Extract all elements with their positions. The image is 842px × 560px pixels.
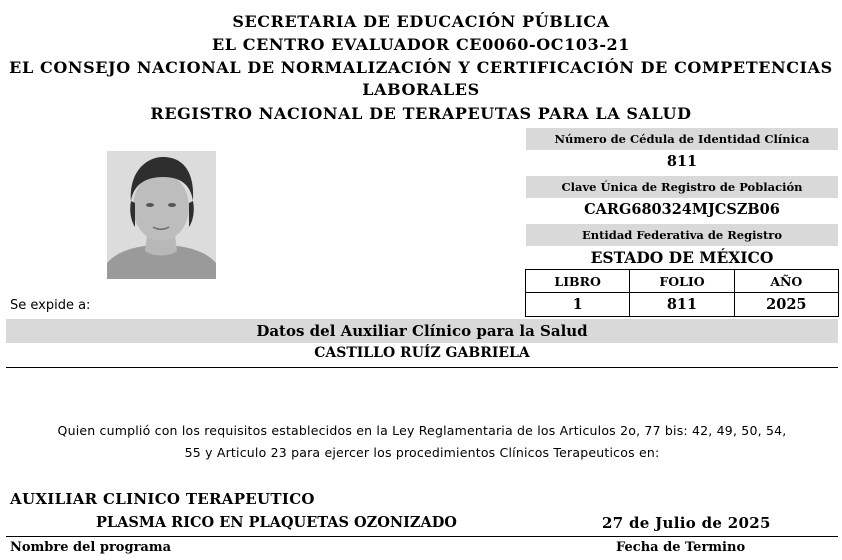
cedula-label: Número de Cédula de Identidad Clínica bbox=[526, 128, 838, 150]
anio-value: 2025 bbox=[734, 293, 838, 317]
program-date: 27 de Julio de 2025 bbox=[602, 514, 771, 532]
anio-header: AÑO bbox=[734, 270, 838, 293]
header-line-2: EL CENTRO EVALUADOR CE0060-OC103-21 bbox=[211, 35, 631, 54]
name-divider bbox=[6, 367, 838, 368]
folio-value: 811 bbox=[630, 293, 734, 317]
program-name-label: Nombre del programa bbox=[10, 540, 172, 555]
program-name: PLASMA RICO EN PLAQUETAS OZONIZADO bbox=[96, 514, 457, 531]
program-date-label: Fecha de Termino bbox=[616, 540, 746, 555]
header-line-5: REGISTRO NACIONAL DE TERAPEUTAS PARA LA SALUD bbox=[150, 104, 692, 123]
expide-label: Se expide a: bbox=[10, 298, 91, 313]
program-divider bbox=[6, 536, 838, 537]
person-photo bbox=[107, 151, 216, 279]
libro-header: LIBRO bbox=[526, 270, 630, 293]
cedula-value: 811 bbox=[666, 153, 698, 170]
curp-value: CARG680324MJCSZB06 bbox=[584, 201, 780, 218]
libro-folio-table bbox=[525, 269, 839, 317]
holder-name: CASTILLO RUÍZ GABRIELA bbox=[314, 345, 530, 361]
libro-value: 1 bbox=[526, 293, 630, 317]
folio-header: FOLIO bbox=[630, 270, 734, 293]
entidad-label: Entidad Federativa de Registro bbox=[526, 224, 838, 246]
person-photo-icon bbox=[107, 151, 216, 279]
curp-label: Clave Única de Registro de Población bbox=[526, 176, 838, 198]
program-title: AUXILIAR CLINICO TERAPEUTICO bbox=[10, 490, 315, 508]
header-line-3: EL CONSEJO NACIONAL DE NORMALIZACIÓN Y CERTIFICACIÓN DE COMPETENCIAS bbox=[9, 58, 833, 77]
requirements-line-1: Quien cumplió con los requisitos establecidos en la Ley Reglamentaria de los Articulos 2o, 77 bis: 42, 49, 50, 54, bbox=[57, 423, 787, 438]
header-line-4: LABORALES bbox=[362, 80, 480, 99]
requirements-line-2: 55 y Articulo 23 para ejercer los procedimientos Clínicos Terapeuticos en: bbox=[184, 445, 660, 460]
requirements-text bbox=[6, 420, 838, 464]
header-line-1: SECRETARIA DE EDUCACIÓN PÚBLICA bbox=[232, 12, 610, 31]
entidad-value: ESTADO DE MÉXICO bbox=[590, 248, 774, 267]
datos-title: Datos del Auxiliar Clínico para la Salud bbox=[6, 319, 838, 343]
